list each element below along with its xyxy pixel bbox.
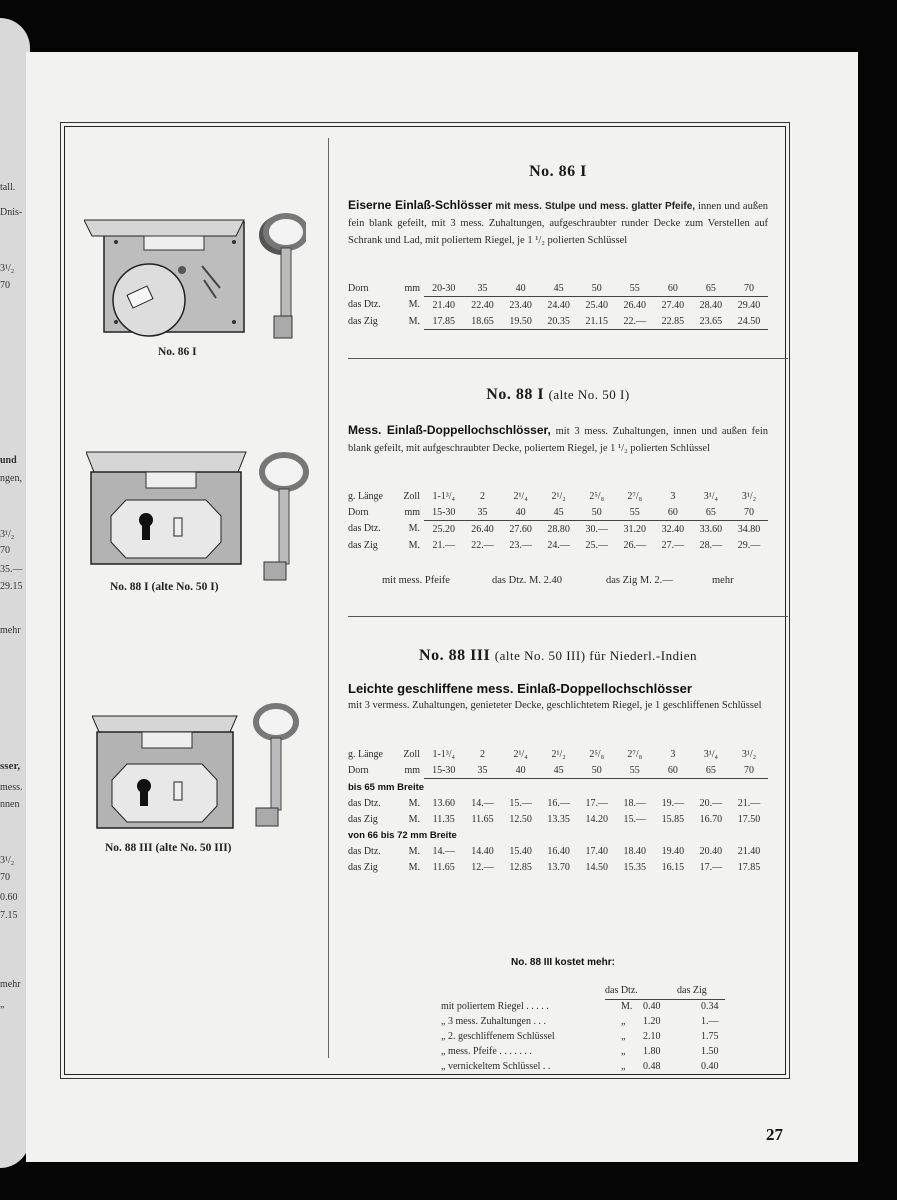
extra-cost-row: mit poliertem Riegel . . . . . M. 0.40 0.34 — [441, 1001, 719, 1012]
price-cell: 19.40 — [661, 845, 685, 857]
price-cell: 20.— — [699, 797, 723, 809]
price-cell: 14.20 — [585, 813, 608, 825]
extra-cost-row: „ 2. geschliffenem Schlüssel „ 2.10 1.75 — [441, 1031, 719, 1042]
price-row: Dorn mm 15-30 35 40 45 50 55 60 65 70 — [348, 762, 768, 779]
price-cell: 15.35 — [623, 861, 647, 873]
price-cell: 11.65 — [471, 813, 494, 825]
left-fragment: mehr — [0, 625, 21, 636]
section-88iii-description: Leichte geschliffene mess. Einlaß-Doppellochschlösser mit 3 vermess. Zuhaltungen, genieteter Decke, geschlichtetem Riegel, je 1 geschliffenen Schlüssel — [348, 681, 762, 711]
price-cell: 18.65 — [463, 313, 501, 330]
caption-86i: No. 86 I — [158, 346, 197, 358]
left-fragment: 7.15 — [0, 910, 18, 921]
price-cell: 13.70 — [547, 861, 570, 873]
price-row: das Dtz. M. 21.40 22.40 23.40 24.40 25.40 26.40 27.40 28.40 29.40 — [348, 297, 768, 314]
price-cell: 17.— — [585, 797, 608, 809]
width-subheading: von 66 bis 72 mm Breite — [348, 829, 457, 841]
left-fragment: ngen, — [0, 473, 22, 484]
price-row: g. Länge Zoll 1-1³/₄ 2 2¹/₄ 2¹/₂ 2⁵/₈ 2⁷/₈ 3 3¹/₄ 3¹/₂ — [348, 746, 768, 762]
price-cell: 50 — [578, 280, 616, 297]
price-cell: 40 — [502, 504, 540, 521]
price-cell: 23.— — [509, 539, 532, 551]
section-88iii-title: No. 88 III (alte No. 50 III) für Niederl.-Indien — [419, 647, 697, 664]
price-cell: 15-30 — [424, 504, 463, 521]
price-cell: 17.— — [699, 861, 723, 873]
caption-88i: No. 88 I (alte No. 50 I) — [110, 581, 219, 593]
price-cell: 35 — [463, 762, 501, 779]
price-cell: 18.— — [623, 797, 647, 809]
price-cell: 25.20 — [432, 523, 455, 535]
price-cell: 28.— — [699, 539, 723, 551]
price-cell: 70 — [730, 762, 768, 779]
section-86i-description: Eiserne Einlaß-Schlösser mit mess. Stulpe und mess. glatter Pfeife, innen und außen fein blank gefeilt, mit 3 mess. Zuhaltungen, aufgeschraubter runder Decke zum Verstellen auf Schrank und Lad, mit poliertem Riegel, je 1 ¹/₂ polierten Schlüssel — [348, 198, 768, 246]
price-cell: 60 — [654, 504, 692, 521]
price-row: g. Länge Zoll 1-1³/₄ 2 2¹/₄ 2¹/₂ 2⁵/₈ 2⁷/₈ 3 3¹/₄ 3¹/₂ — [348, 488, 768, 504]
col-header-dtz: das Dtz. — [605, 985, 638, 996]
price-cell: 32.40 — [661, 523, 685, 535]
price-cell: 60 — [654, 280, 692, 297]
price-cell: 14.— — [432, 845, 455, 857]
price-table-88iii — [348, 746, 768, 875]
price-row: das Dtz. M. 14.— 14.40 15.40 16.40 17.40 18.40 19.40 20.40 21.40 — [348, 843, 768, 859]
catalog-page: No. 86 I No. 88 I (alte No. 50 I) No. 88 III (alte No. 50 III) No. 86 I Eiserne Einlaß-Schlösser mit mess. Stulpe und mess. glatter Pfeife, innen und außen fein blank gefeilt, mit 3 mess. Zuhaltungen, aufgeschraubter runder Decke zum Verstellen auf Schrank und Lad, mit poliertem Riegel, je 1 ¹/₂ polierten Schlüssel Dorn mm 20-30 35 40 45 50 55 60 65 70 das Dtz. M. 21.40 22.40 23.40 24.40 25.40 26.40 27.40 28.40 29.40 das Zig M. 17.85 18.65 19.50 20.35 21.15 22.— 22.85 23.65 24.50 No. 88 I (alte No. 50 I) Mess. Einlaß-Doppellochschlösser, mit 3 mess. Zuhaltungen, innen und außen fein blank gefeilt, mit aufgeschraubter Decke, poliertem Riegel, je 1 ¹/₂ polierten Schlüssel g. Länge Zoll 1-1³/₄ 2 2¹/₄ 2¹/₂ 2⁵/₈ 2⁷/₈ 3 3¹/₄ 3¹/₂ Dorn mm 15-30 35 40 45 50 55 60 65 70 das Dtz. M. 25.20 26.40 27.60 28.80 30.— 31.20 32.40 33.60 34.80 das Zig M. 21.— 22.— 23.— 24.— 25.— 26.— 27.— 28.— 29.— mit mess. Pfeife das Dtz. M. 2.40 das Zig M. 2.— mehr No. 88 III (alte No. 50 III) für Niederl.-Indien Leichte geschliffene mess. Einlaß-Doppellochschlösser mit 3 vermess. Zuhaltungen, genieteter Decke, geschlichtetem Riegel, je 1 geschliffenen Schlüssel g. Länge Zoll 1-1³/₄ 2 2¹/₄ 2¹/₂ 2⁵/₈ 2⁷/₈ 3 3¹/₄ 3¹/₂ Dorn mm 15-30 35 40 45 50 55 60 65 70 bis 65 mm Breite das Dtz. M. 13.60 14.— 15.— 16.— 17.— 18.— 19.— 20.— 21.— das Zig M. 11.35 11.65 12.50 13.35 14.20 15.— 15.85 16.70 17.50 von 66 bis 72 mm Breite das Dtz. M. 14.— 14.40 15.40 16.40 17.40 18.40 19.40 20.40 21.40 das Zig M. 11.65 12.— 12.85 13.70 14.50 15.35 16.15 17.— 17.85 No. 88 III kostet mehr: das Dtz. das Zig mit poliertem Riegel . . . . . M. 0.40 0.34 „ 3 mess. Zuhaltungen . . . „ 1.20 1.— „ 2. geschliffenem Schlüssel „ 2.10 1.75 „ mess. Pfeife . . . . . . . „ 1.80 1.50 „ vernickeltem Schlüssel . . „ 0.48 0.40 27 — [26, 52, 858, 1162]
extra-cost-row: „ mess. Pfeife . . . . . . . „ 1.80 1.50 — [441, 1046, 719, 1057]
price-cell: 23.65 — [692, 313, 730, 330]
price-cell: 20.35 — [540, 313, 578, 330]
price-cell: 40 — [502, 762, 540, 779]
price-cell: 33.60 — [699, 523, 723, 535]
price-cell: 2⁵/₈ — [589, 490, 605, 502]
price-cell: 15.— — [623, 813, 647, 825]
price-cell: 21.40 — [737, 845, 761, 857]
price-cell: 15-30 — [424, 762, 463, 779]
left-fragment: und — [0, 455, 17, 466]
left-fragment: tall. — [0, 182, 16, 193]
price-cell: 16.40 — [547, 845, 570, 857]
price-cell: 16.15 — [661, 861, 685, 873]
key-86i-illustration — [256, 210, 306, 345]
key-88i-illustration — [254, 450, 310, 585]
price-cell: 3¹/₄ — [703, 490, 719, 502]
price-cell: 40 — [502, 280, 540, 297]
price-cell: 55 — [616, 280, 654, 297]
price-cell: 29.40 — [737, 299, 761, 311]
price-cell: 60 — [654, 762, 692, 779]
price-cell: 17.50 — [737, 813, 761, 825]
left-fragment: 3¹/₂ — [0, 529, 15, 540]
price-cell: 24.40 — [547, 299, 570, 311]
left-fragment: 35.— — [0, 564, 23, 575]
price-cell: 2 — [480, 490, 486, 502]
left-fragment: 70 — [0, 545, 10, 556]
price-cell: 3¹/₂ — [741, 748, 757, 760]
price-cell: 50 — [578, 504, 616, 521]
price-row: das Dtz. M. 25.20 26.40 27.60 28.80 30.— 31.20 32.40 33.60 34.80 — [348, 521, 768, 538]
lock-86i-illustration — [84, 210, 284, 340]
lock-88i-illustration — [86, 450, 256, 570]
price-cell: 2⁵/₈ — [589, 748, 605, 760]
left-fragment: 3¹/₂ — [0, 855, 15, 866]
price-cell: 28.40 — [699, 299, 723, 311]
section-86i-title: No. 86 I — [529, 163, 587, 180]
left-fragment: 3¹/₂ — [0, 263, 15, 274]
price-cell: 20.40 — [699, 845, 723, 857]
caption-88iii: No. 88 III (alte No. 50 III) — [105, 842, 232, 854]
price-cell: 11.65 — [432, 861, 455, 873]
price-cell: 25.— — [585, 539, 608, 551]
price-cell: 18.40 — [623, 845, 647, 857]
price-cell: 45 — [540, 280, 578, 297]
section-88i-title: No. 88 I (alte No. 50 I) — [486, 386, 630, 403]
price-cell: 14.— — [471, 797, 494, 809]
price-cell: 30.— — [585, 523, 608, 535]
left-fragment: 29.15 — [0, 581, 23, 592]
price-cell: 2 — [480, 748, 486, 760]
left-fragment: nnen — [0, 799, 20, 810]
price-cell: 17.85 — [737, 861, 761, 873]
price-row: Dorn mm 20-30 35 40 45 50 55 60 65 70 — [348, 280, 768, 297]
price-cell: 65 — [692, 762, 730, 779]
price-cell: 13.35 — [547, 813, 570, 825]
price-cell: 12.85 — [509, 861, 532, 873]
section-divider — [348, 616, 788, 617]
price-cell: 50 — [578, 762, 616, 779]
price-cell: 16.70 — [699, 813, 723, 825]
price-cell: 19.— — [661, 797, 685, 809]
price-cell: 26.40 — [623, 299, 647, 311]
price-cell: 16.— — [547, 797, 570, 809]
price-cell: 14.50 — [585, 861, 608, 873]
extra-cost-row: „ 3 mess. Zuhaltungen . . . „ 1.20 1.— — [441, 1016, 719, 1027]
left-fragment: 70 — [0, 872, 10, 883]
left-fragment: mehr — [0, 979, 21, 990]
price-cell: 70 — [730, 504, 768, 521]
section-88i-description: Mess. Einlaß-Doppellochschlösser, mit 3 mess. Zuhaltungen, innen und außen fein blank gefeilt, mit aufgeschraubter Decke, poliertem Riegel, je 1 ¹/₂ polierten Schlüssel — [348, 423, 769, 454]
price-cell: 12.50 — [509, 813, 532, 825]
price-cell: 17.85 — [424, 313, 463, 330]
price-cell: 55 — [616, 504, 654, 521]
price-cell: 65 — [692, 504, 730, 521]
price-cell: 34.80 — [737, 523, 761, 535]
price-cell: 21.40 — [432, 299, 455, 311]
price-cell: 70 — [730, 280, 768, 297]
price-cell: 22.— — [471, 539, 494, 551]
price-cell: 15.85 — [661, 813, 685, 825]
price-cell: 12.— — [471, 861, 494, 873]
price-cell: 3¹/₄ — [703, 748, 719, 760]
price-cell: 15.40 — [509, 845, 532, 857]
price-cell: 21.15 — [578, 313, 616, 330]
price-cell: 24.— — [547, 539, 570, 551]
width-subheading: bis 65 mm Breite — [348, 781, 425, 793]
price-row: das Zig M. 21.— 22.— 23.— 24.— 25.— 26.— 27.— 28.— 29.— — [348, 537, 768, 553]
price-cell: 1-1³/₄ — [432, 748, 456, 760]
price-cell: 22.— — [616, 313, 654, 330]
lock-88iii-illustration — [92, 714, 252, 832]
left-fragment: „ — [0, 999, 5, 1010]
price-cell: 27.40 — [661, 299, 685, 311]
section-divider — [348, 358, 788, 359]
left-fragment: 0.60 — [0, 892, 18, 903]
left-fragment: 70 — [0, 280, 10, 291]
price-cell: 17.40 — [585, 845, 608, 857]
price-cell: 35 — [463, 280, 501, 297]
price-cell: 26.— — [623, 539, 647, 551]
price-cell: 31.20 — [623, 523, 647, 535]
price-cell: 2¹/₂ — [551, 490, 566, 502]
price-row: das Zig M. 11.35 11.65 12.50 13.35 14.20 15.— 15.85 16.70 17.50 — [348, 811, 768, 827]
extra-cost-row: „ vernickeltem Schlüssel . . „ 0.48 0.40 — [441, 1061, 719, 1072]
price-table-86i — [348, 280, 768, 330]
key-88iii-illustration — [248, 702, 304, 832]
price-cell: 3¹/₂ — [741, 490, 757, 502]
price-cell: 1-1³/₄ — [432, 490, 456, 502]
price-cell: 65 — [692, 280, 730, 297]
price-row: Dorn mm 15-30 35 40 45 50 55 60 65 70 — [348, 504, 768, 521]
price-cell: 22.85 — [654, 313, 692, 330]
price-cell: 24.50 — [730, 313, 768, 330]
price-cell: 2⁷/₈ — [627, 490, 643, 502]
price-cell: 19.50 — [502, 313, 540, 330]
price-cell: 21.— — [432, 539, 455, 551]
price-cell: 2¹/₄ — [513, 490, 528, 502]
left-fragment: Dnis- — [0, 207, 23, 218]
col-header-zig: das Zig — [677, 985, 707, 996]
price-cell: 15.— — [509, 797, 532, 809]
price-cell: 29.— — [737, 539, 761, 551]
price-cell: 27.60 — [509, 523, 532, 535]
price-cell: 45 — [540, 504, 578, 521]
price-cell: 21.— — [737, 797, 761, 809]
price-cell: 35 — [463, 504, 501, 521]
price-cell: 3 — [670, 490, 676, 502]
price-cell: 11.35 — [432, 813, 455, 825]
price-cell: 26.40 — [471, 523, 494, 535]
price-row: das Zig M. 11.65 12.— 12.85 13.70 14.50 15.35 16.15 17.— 17.85 — [348, 859, 768, 875]
price-cell: 3 — [670, 748, 676, 760]
price-cell: 20-30 — [424, 280, 463, 297]
price-row: das Zig M. 17.85 18.65 19.50 20.35 21.15 22.— 22.85 23.65 24.50 — [348, 313, 768, 330]
price-cell: 2¹/₄ — [513, 748, 528, 760]
price-cell: 23.40 — [509, 299, 532, 311]
price-cell: 2⁷/₈ — [627, 748, 643, 760]
column-divider — [328, 138, 329, 1058]
price-cell: 13.60 — [432, 797, 455, 809]
price-cell: 2¹/₂ — [551, 748, 566, 760]
price-cell: 27.— — [661, 539, 685, 551]
page-number: 27 — [766, 1125, 783, 1144]
left-fragment: sser, — [0, 760, 21, 772]
price-row: das Dtz. M. 13.60 14.— 15.— 16.— 17.— 18.— 19.— 20.— 21.— — [348, 795, 768, 811]
price-cell: 28.80 — [547, 523, 570, 535]
price-cell: 22.40 — [471, 299, 494, 311]
extra-costs-heading: No. 88 III kostet mehr: — [511, 957, 615, 968]
price-table-88i — [348, 488, 768, 553]
price-cell: 25.40 — [585, 299, 608, 311]
price-cell: 55 — [616, 762, 654, 779]
price-cell: 45 — [540, 762, 578, 779]
left-fragment: mess. — [0, 782, 23, 793]
price-cell: 14.40 — [471, 845, 494, 857]
